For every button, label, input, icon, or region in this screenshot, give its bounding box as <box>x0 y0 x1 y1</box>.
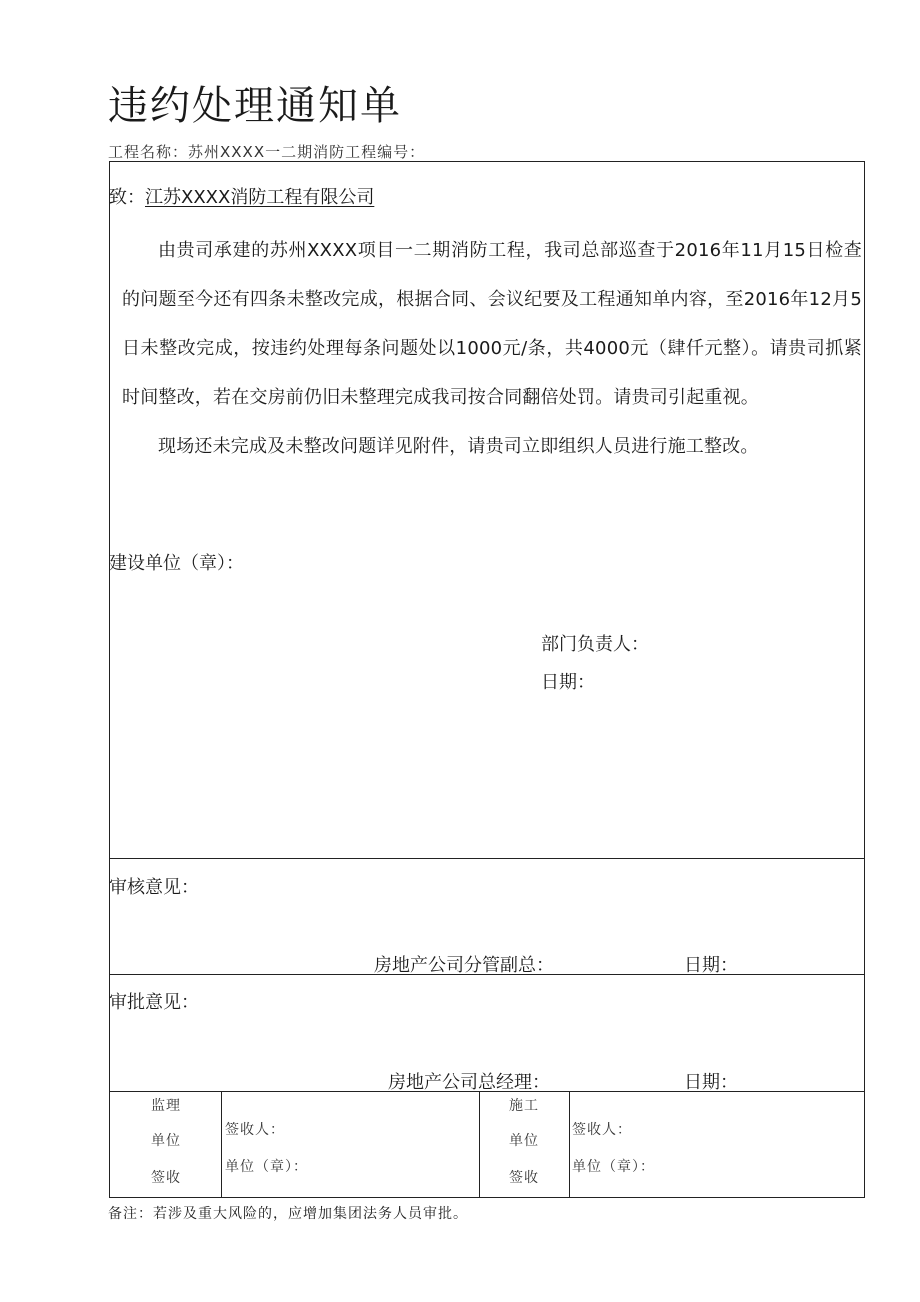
body-paragraph-2: 现场还未完成及未整改问题详见附件，请贵司立即组织人员进行施工整改。 <box>158 436 759 457</box>
construction-date-label: 日期： <box>541 672 595 693</box>
supervision-unit-stamp-label: 单位（章）： <box>225 1159 308 1175</box>
approval-date-label: 日期： <box>684 1072 738 1093</box>
contractor-header-2: 单位 <box>509 1133 539 1149</box>
project-info: 工程名称：苏州XXXX一二期消防工程编号： <box>108 143 426 161</box>
review-signer-label: 房地产公司分管副总： <box>374 955 554 976</box>
supervision-header-2: 单位 <box>151 1133 181 1149</box>
document-title: 违约处理通知单 <box>108 83 402 129</box>
supervision-header-1: 监理 <box>151 1098 181 1114</box>
contractor-receiver-label: 签收人： <box>572 1122 632 1138</box>
approval-signer-label: 房地产公司总经理： <box>388 1072 550 1093</box>
construction-unit-label: 建设单位（章）： <box>109 553 244 574</box>
supervision-receiver-label: 签收人： <box>225 1122 285 1138</box>
contractor-unit-stamp-label: 单位（章）： <box>572 1159 655 1175</box>
approval-label: 审批意见： <box>109 992 199 1013</box>
contractor-header-1: 施工 <box>509 1098 539 1114</box>
supervision-header-3: 签收 <box>151 1170 181 1186</box>
notice-body <box>122 226 862 471</box>
sign-col-divider-1 <box>221 1091 222 1198</box>
divider-review <box>109 858 865 859</box>
review-date-label: 日期： <box>684 955 738 976</box>
contractor-header-3: 签收 <box>509 1170 539 1186</box>
sign-col-divider-3 <box>569 1091 570 1198</box>
body-paragraph-1: 由贵司承建的苏州XXXX项目一二期消防工程，我司总部巡查于2016年11月15日检查的问题至今还有四条未整改完成，根据合同、会议纪要及工程通知单内容，至2016年12月5日未整改完成，按违约处理每条问题处以1000元/条，共4000元（肆仟元整）。请贵司抓紧时间整改，若在交房前仍旧未整理完成我司按合同翻倍处罚。请贵司引起重视。 <box>122 240 862 408</box>
recipient-prefix: 致： <box>109 187 145 208</box>
recipient-company: 江苏XXXX消防工程有限公司 <box>145 187 375 208</box>
footnote: 备注：若涉及重大风险的，应增加集团法务人员审批。 <box>108 1206 468 1222</box>
dept-head-label: 部门负责人： <box>541 634 649 655</box>
recipient-line <box>109 183 374 209</box>
sign-col-divider-2 <box>479 1091 480 1198</box>
review-label: 审核意见： <box>109 877 199 898</box>
